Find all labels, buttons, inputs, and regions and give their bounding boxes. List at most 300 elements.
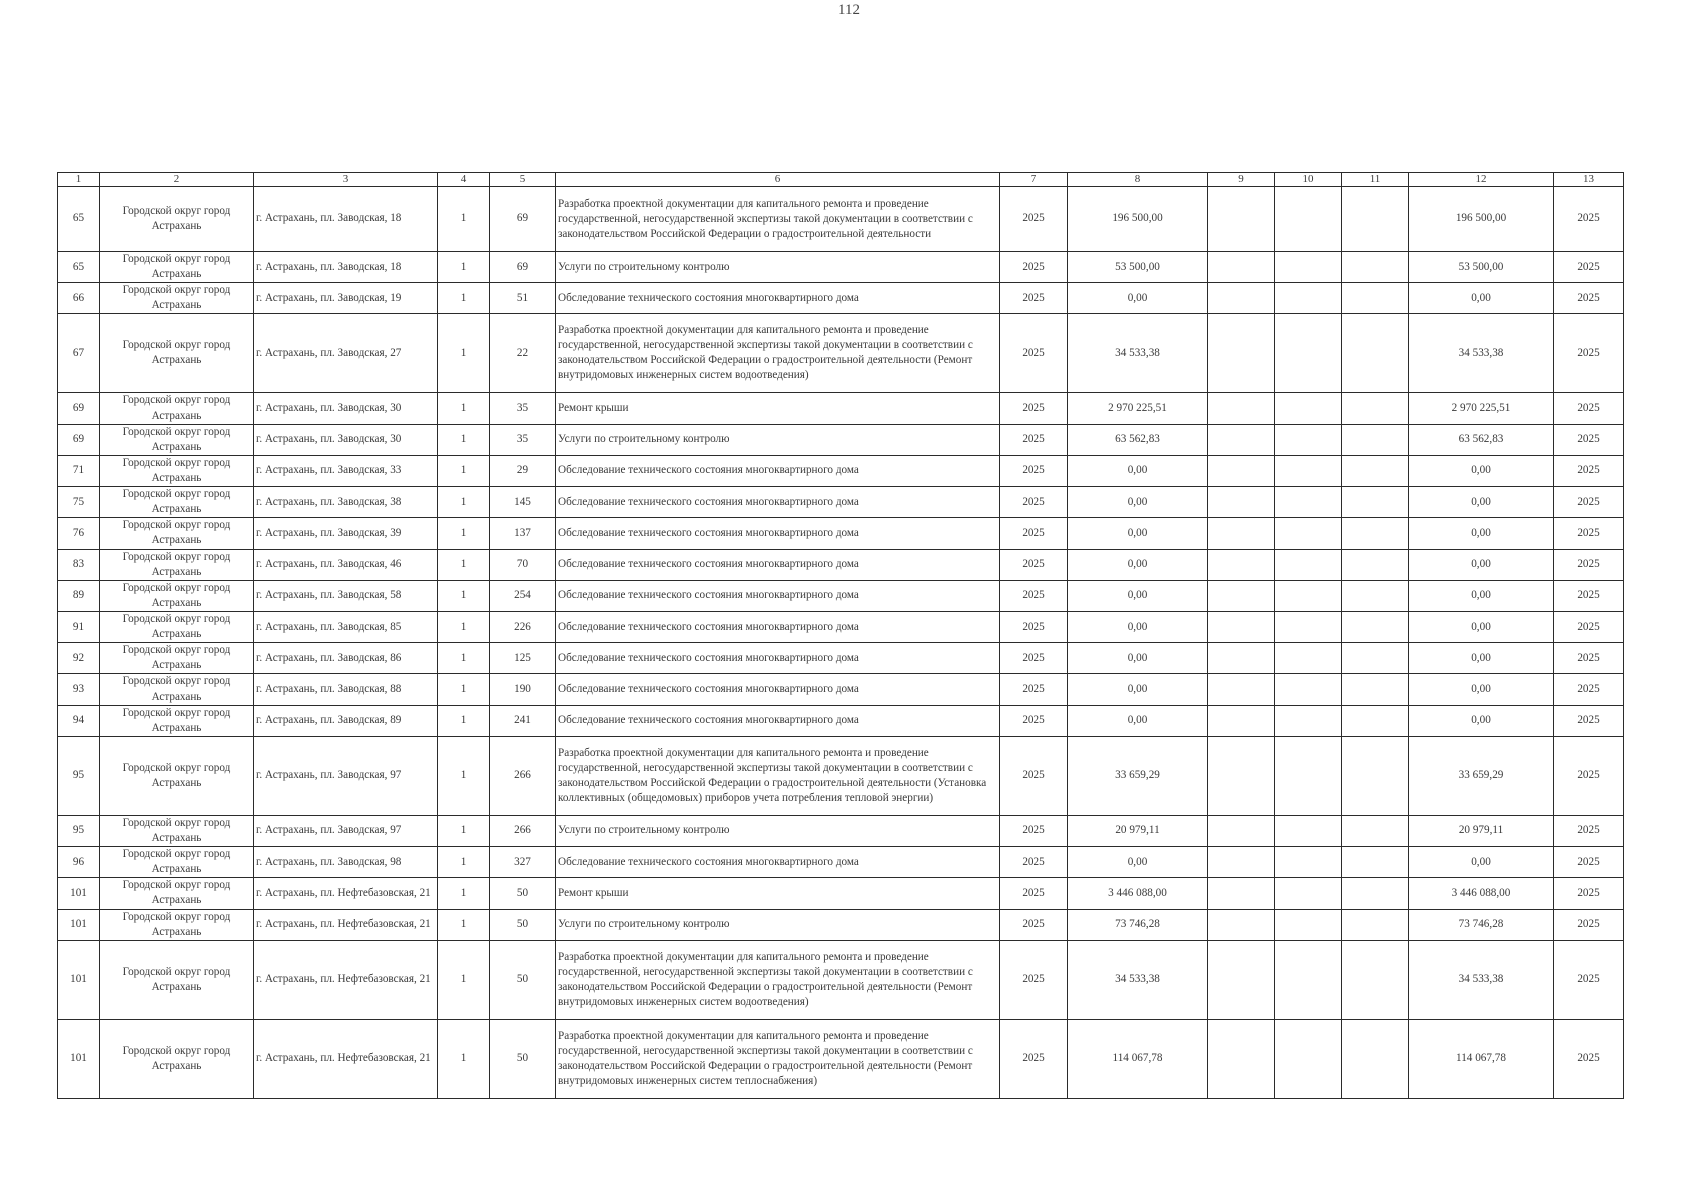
address: г. Астрахань, пл. Заводская, 19 xyxy=(254,283,438,314)
row-number: 92 xyxy=(58,643,100,674)
table-row xyxy=(58,580,1624,611)
cost-value: 2 970 225,51 xyxy=(1409,393,1554,424)
col-5-value: 70 xyxy=(490,549,556,580)
work-type: Обследование технического состояния многоквартирного дома xyxy=(556,674,1000,705)
col-5-value: 125 xyxy=(490,643,556,674)
completion-year: 2025 xyxy=(1554,611,1624,642)
col-11-value xyxy=(1342,518,1409,549)
year: 2025 xyxy=(1000,393,1068,424)
column-number-10: 10 xyxy=(1275,173,1342,187)
col-9-value xyxy=(1208,611,1275,642)
col-10-value xyxy=(1275,424,1342,455)
col-10-value xyxy=(1275,878,1342,909)
col-9-value xyxy=(1208,736,1275,815)
address: г. Астрахань, пл. Заводская, 86 xyxy=(254,643,438,674)
work-type: Обследование технического состояния многоквартирного дома xyxy=(556,643,1000,674)
row-number: 91 xyxy=(58,611,100,642)
col-11-value xyxy=(1342,252,1409,283)
col-9-value xyxy=(1208,549,1275,580)
col-10-value xyxy=(1275,187,1342,252)
completion-year: 2025 xyxy=(1554,705,1624,736)
municipality: Городской округ город Астрахань xyxy=(100,424,254,455)
municipality: Городской округ город Астрахань xyxy=(100,455,254,486)
municipality: Городской округ город Астрахань xyxy=(100,518,254,549)
col-11-value xyxy=(1342,549,1409,580)
row-number: 76 xyxy=(58,518,100,549)
year: 2025 xyxy=(1000,878,1068,909)
column-number-2: 2 xyxy=(100,173,254,187)
cost-value: 0,00 xyxy=(1409,580,1554,611)
cost-value: 34 533,38 xyxy=(1409,940,1554,1019)
row-number: 101 xyxy=(58,878,100,909)
row-number: 89 xyxy=(58,580,100,611)
col-9-value xyxy=(1208,518,1275,549)
completion-year: 2025 xyxy=(1554,393,1624,424)
completion-year: 2025 xyxy=(1554,252,1624,283)
address: г. Астрахань, пл. Заводская, 39 xyxy=(254,518,438,549)
total-cost: 20 979,11 xyxy=(1068,815,1208,846)
col-11-value xyxy=(1342,674,1409,705)
address: г. Астрахань, пл. Заводская, 97 xyxy=(254,815,438,846)
table-row xyxy=(58,455,1624,486)
col-5-value: 69 xyxy=(490,252,556,283)
row-number: 101 xyxy=(58,1019,100,1098)
table-row xyxy=(58,518,1624,549)
row-number: 69 xyxy=(58,393,100,424)
completion-year: 2025 xyxy=(1554,549,1624,580)
col-5-value: 266 xyxy=(490,736,556,815)
completion-year: 2025 xyxy=(1554,455,1624,486)
col-10-value xyxy=(1275,455,1342,486)
col-11-value xyxy=(1342,487,1409,518)
col-5-value: 254 xyxy=(490,580,556,611)
completion-year: 2025 xyxy=(1554,487,1624,518)
work-type: Разработка проектной документации для капитального ремонта и проведение государственной, негосударственной экспертизы такой документации в соответствии с законодательством Российской Федерации о градостроительной деятельности (Ремонт внутридомовых инженерных систем водоотведения) xyxy=(556,314,1000,393)
municipality: Городской округ город Астрахань xyxy=(100,643,254,674)
col-11-value xyxy=(1342,1019,1409,1098)
cost-value: 0,00 xyxy=(1409,518,1554,549)
address: г. Астрахань, пл. Заводская, 58 xyxy=(254,580,438,611)
table-row xyxy=(58,815,1624,846)
year: 2025 xyxy=(1000,518,1068,549)
address: г. Астрахань, пл. Нефтебазовская, 21 xyxy=(254,909,438,940)
col-9-value xyxy=(1208,187,1275,252)
year: 2025 xyxy=(1000,909,1068,940)
col-9-value xyxy=(1208,314,1275,393)
table-row xyxy=(58,393,1624,424)
col-5-value: 50 xyxy=(490,909,556,940)
municipality: Городской округ город Астрахань xyxy=(100,940,254,1019)
column-number-12: 12 xyxy=(1409,173,1554,187)
col-11-value xyxy=(1342,580,1409,611)
col-4-value: 1 xyxy=(438,736,490,815)
work-type: Разработка проектной документации для капитального ремонта и проведение государственной, негосударственной экспертизы такой документации в соответствии с законодательством Российской Федерации о градостроительной деятельности (Ремонт внутридомовых инженерных систем теплоснабжения) xyxy=(556,1019,1000,1098)
row-number: 65 xyxy=(58,187,100,252)
col-4-value: 1 xyxy=(438,487,490,518)
column-number-1: 1 xyxy=(58,173,100,187)
col-11-value xyxy=(1342,847,1409,878)
work-type: Услуги по строительному контролю xyxy=(556,424,1000,455)
total-cost: 0,00 xyxy=(1068,847,1208,878)
municipality: Городской округ город Астрахань xyxy=(100,314,254,393)
completion-year: 2025 xyxy=(1554,518,1624,549)
work-type: Разработка проектной документации для капитального ремонта и проведение государственной, негосударственной экспертизы такой документации в соответствии с законодательством Российской Федерации о градостроительной деятельности (Ремонт внутридомовых инженерных систем водоотведения) xyxy=(556,940,1000,1019)
year: 2025 xyxy=(1000,314,1068,393)
col-4-value: 1 xyxy=(438,847,490,878)
col-10-value xyxy=(1275,909,1342,940)
column-number-row xyxy=(58,173,1624,187)
col-10-value xyxy=(1275,314,1342,393)
municipality: Городской округ город Астрахань xyxy=(100,252,254,283)
col-11-value xyxy=(1342,878,1409,909)
row-number: 101 xyxy=(58,940,100,1019)
col-11-value xyxy=(1342,705,1409,736)
work-type: Услуги по строительному контролю xyxy=(556,909,1000,940)
municipality: Городской округ город Астрахань xyxy=(100,674,254,705)
total-cost: 34 533,38 xyxy=(1068,940,1208,1019)
completion-year: 2025 xyxy=(1554,847,1624,878)
cost-value: 114 067,78 xyxy=(1409,1019,1554,1098)
work-type: Обследование технического состояния многоквартирного дома xyxy=(556,487,1000,518)
municipality: Городской округ город Астрахань xyxy=(100,1019,254,1098)
municipality: Городской округ город Астрахань xyxy=(100,487,254,518)
row-number: 94 xyxy=(58,705,100,736)
cost-value: 33 659,29 xyxy=(1409,736,1554,815)
address: г. Астрахань, пл. Заводская, 27 xyxy=(254,314,438,393)
address: г. Астрахань, пл. Заводская, 18 xyxy=(254,252,438,283)
work-type: Ремонт крыши xyxy=(556,878,1000,909)
row-number: 69 xyxy=(58,424,100,455)
col-10-value xyxy=(1275,847,1342,878)
col-4-value: 1 xyxy=(438,549,490,580)
row-number: 67 xyxy=(58,314,100,393)
col-4-value: 1 xyxy=(438,611,490,642)
total-cost: 73 746,28 xyxy=(1068,909,1208,940)
col-10-value xyxy=(1275,549,1342,580)
col-5-value: 50 xyxy=(490,878,556,909)
col-4-value: 1 xyxy=(438,455,490,486)
address: г. Астрахань, пл. Нефтебазовская, 21 xyxy=(254,1019,438,1098)
col-9-value xyxy=(1208,1019,1275,1098)
year: 2025 xyxy=(1000,847,1068,878)
col-4-value: 1 xyxy=(438,705,490,736)
col-4-value: 1 xyxy=(438,580,490,611)
col-5-value: 35 xyxy=(490,393,556,424)
table-row xyxy=(58,252,1624,283)
municipality: Городской округ город Астрахань xyxy=(100,847,254,878)
year: 2025 xyxy=(1000,736,1068,815)
row-number: 93 xyxy=(58,674,100,705)
row-number: 96 xyxy=(58,847,100,878)
table-row xyxy=(58,487,1624,518)
total-cost: 114 067,78 xyxy=(1068,1019,1208,1098)
total-cost: 33 659,29 xyxy=(1068,736,1208,815)
work-type: Разработка проектной документации для капитального ремонта и проведение государственной, негосударственной экспертизы такой документации в соответствии с законодательством Российской Федерации о градостроительной деятельности (Установка коллективных (общедомовых) приборов учета потребления тепловой энергии) xyxy=(556,736,1000,815)
address: г. Астрахань, пл. Заводская, 18 xyxy=(254,187,438,252)
completion-year: 2025 xyxy=(1554,643,1624,674)
year: 2025 xyxy=(1000,252,1068,283)
total-cost: 53 500,00 xyxy=(1068,252,1208,283)
row-number: 95 xyxy=(58,815,100,846)
work-type: Разработка проектной документации для капитального ремонта и проведение государственной, негосударственной экспертизы такой документации в соответствии с законодательством Российской Федерации о градостроительной деятельности xyxy=(556,187,1000,252)
total-cost: 0,00 xyxy=(1068,549,1208,580)
cost-value: 0,00 xyxy=(1409,847,1554,878)
column-number-7: 7 xyxy=(1000,173,1068,187)
address: г. Астрахань, пл. Заводская, 89 xyxy=(254,705,438,736)
address: г. Астрахань, пл. Заводская, 30 xyxy=(254,393,438,424)
col-11-value xyxy=(1342,314,1409,393)
col-11-value xyxy=(1342,187,1409,252)
col-5-value: 327 xyxy=(490,847,556,878)
col-5-value: 241 xyxy=(490,705,556,736)
table-row xyxy=(58,705,1624,736)
col-5-value: 22 xyxy=(490,314,556,393)
column-number-13: 13 xyxy=(1554,173,1624,187)
total-cost: 34 533,38 xyxy=(1068,314,1208,393)
year: 2025 xyxy=(1000,283,1068,314)
cost-value: 20 979,11 xyxy=(1409,815,1554,846)
work-type: Обследование технического состояния многоквартирного дома xyxy=(556,455,1000,486)
cost-value: 0,00 xyxy=(1409,487,1554,518)
work-type: Услуги по строительному контролю xyxy=(556,815,1000,846)
municipality: Городской округ город Астрахань xyxy=(100,705,254,736)
col-4-value: 1 xyxy=(438,252,490,283)
municipality: Городской округ город Астрахань xyxy=(100,549,254,580)
total-cost: 0,00 xyxy=(1068,643,1208,674)
municipality: Городской округ город Астрахань xyxy=(100,580,254,611)
col-10-value xyxy=(1275,580,1342,611)
municipality: Городской округ город Астрахань xyxy=(100,815,254,846)
col-4-value: 1 xyxy=(438,424,490,455)
work-type: Обследование технического состояния многоквартирного дома xyxy=(556,611,1000,642)
year: 2025 xyxy=(1000,705,1068,736)
total-cost: 0,00 xyxy=(1068,611,1208,642)
table-row xyxy=(58,314,1624,393)
col-11-value xyxy=(1342,424,1409,455)
col-4-value: 1 xyxy=(438,815,490,846)
work-type: Обследование технического состояния многоквартирного дома xyxy=(556,705,1000,736)
address: г. Астрахань, пл. Нефтебазовская, 21 xyxy=(254,878,438,909)
col-4-value: 1 xyxy=(438,314,490,393)
work-type: Обследование технического состояния многоквартирного дома xyxy=(556,549,1000,580)
completion-year: 2025 xyxy=(1554,283,1624,314)
cost-value: 3 446 088,00 xyxy=(1409,878,1554,909)
municipality: Городской округ город Астрахань xyxy=(100,393,254,424)
col-9-value xyxy=(1208,424,1275,455)
col-11-value xyxy=(1342,940,1409,1019)
table-row xyxy=(58,736,1624,815)
table-row xyxy=(58,424,1624,455)
cost-value: 63 562,83 xyxy=(1409,424,1554,455)
col-11-value xyxy=(1342,643,1409,674)
row-number: 65 xyxy=(58,252,100,283)
col-5-value: 50 xyxy=(490,940,556,1019)
col-10-value xyxy=(1275,705,1342,736)
col-10-value xyxy=(1275,393,1342,424)
table-row xyxy=(58,187,1624,252)
col-4-value: 1 xyxy=(438,878,490,909)
col-5-value: 266 xyxy=(490,815,556,846)
col-11-value xyxy=(1342,815,1409,846)
col-9-value xyxy=(1208,643,1275,674)
row-number: 83 xyxy=(58,549,100,580)
municipality: Городской округ город Астрахань xyxy=(100,283,254,314)
total-cost: 3 446 088,00 xyxy=(1068,878,1208,909)
address: г. Астрахань, пл. Заводская, 30 xyxy=(254,424,438,455)
column-number-3: 3 xyxy=(254,173,438,187)
address: г. Астрахань, пл. Заводская, 46 xyxy=(254,549,438,580)
col-4-value: 1 xyxy=(438,643,490,674)
col-9-value xyxy=(1208,847,1275,878)
work-type: Обследование технического состояния многоквартирного дома xyxy=(556,283,1000,314)
address: г. Астрахань, пл. Заводская, 97 xyxy=(254,736,438,815)
column-number-9: 9 xyxy=(1208,173,1275,187)
col-5-value: 190 xyxy=(490,674,556,705)
completion-year: 2025 xyxy=(1554,1019,1624,1098)
col-11-value xyxy=(1342,611,1409,642)
year: 2025 xyxy=(1000,611,1068,642)
year: 2025 xyxy=(1000,674,1068,705)
municipality: Городской округ город Астрахань xyxy=(100,611,254,642)
year: 2025 xyxy=(1000,455,1068,486)
year: 2025 xyxy=(1000,549,1068,580)
completion-year: 2025 xyxy=(1554,909,1624,940)
col-10-value xyxy=(1275,736,1342,815)
col-10-value xyxy=(1275,1019,1342,1098)
col-10-value xyxy=(1275,611,1342,642)
total-cost: 0,00 xyxy=(1068,705,1208,736)
col-4-value: 1 xyxy=(438,909,490,940)
table-row xyxy=(58,878,1624,909)
row-number: 101 xyxy=(58,909,100,940)
col-4-value: 1 xyxy=(438,393,490,424)
table-row xyxy=(58,283,1624,314)
cost-value: 0,00 xyxy=(1409,705,1554,736)
total-cost: 0,00 xyxy=(1068,674,1208,705)
col-11-value xyxy=(1342,455,1409,486)
cost-value: 0,00 xyxy=(1409,549,1554,580)
row-number: 95 xyxy=(58,736,100,815)
col-9-value xyxy=(1208,487,1275,518)
year: 2025 xyxy=(1000,487,1068,518)
address: г. Астрахань, пл. Заводская, 33 xyxy=(254,455,438,486)
completion-year: 2025 xyxy=(1554,878,1624,909)
capital-repair-table xyxy=(57,172,1624,1099)
col-11-value xyxy=(1342,283,1409,314)
col-5-value: 226 xyxy=(490,611,556,642)
col-9-value xyxy=(1208,455,1275,486)
year: 2025 xyxy=(1000,815,1068,846)
year: 2025 xyxy=(1000,643,1068,674)
completion-year: 2025 xyxy=(1554,736,1624,815)
table-row xyxy=(58,611,1624,642)
col-5-value: 29 xyxy=(490,455,556,486)
cost-value: 0,00 xyxy=(1409,674,1554,705)
col-4-value: 1 xyxy=(438,518,490,549)
completion-year: 2025 xyxy=(1554,580,1624,611)
col-5-value: 145 xyxy=(490,487,556,518)
completion-year: 2025 xyxy=(1554,815,1624,846)
col-9-value xyxy=(1208,252,1275,283)
total-cost: 196 500,00 xyxy=(1068,187,1208,252)
address: г. Астрахань, пл. Заводская, 88 xyxy=(254,674,438,705)
year: 2025 xyxy=(1000,187,1068,252)
total-cost: 0,00 xyxy=(1068,283,1208,314)
column-number-5: 5 xyxy=(490,173,556,187)
col-10-value xyxy=(1275,283,1342,314)
col-4-value: 1 xyxy=(438,187,490,252)
col-9-value xyxy=(1208,674,1275,705)
total-cost: 0,00 xyxy=(1068,487,1208,518)
col-4-value: 1 xyxy=(438,940,490,1019)
completion-year: 2025 xyxy=(1554,940,1624,1019)
col-11-value xyxy=(1342,736,1409,815)
year: 2025 xyxy=(1000,940,1068,1019)
table-row xyxy=(58,847,1624,878)
cost-value: 0,00 xyxy=(1409,455,1554,486)
column-number-11: 11 xyxy=(1342,173,1409,187)
municipality: Городской округ город Астрахань xyxy=(100,878,254,909)
work-type: Обследование технического состояния многоквартирного дома xyxy=(556,518,1000,549)
col-9-value xyxy=(1208,815,1275,846)
work-type: Ремонт крыши xyxy=(556,393,1000,424)
address: г. Астрахань, пл. Заводская, 38 xyxy=(254,487,438,518)
completion-year: 2025 xyxy=(1554,674,1624,705)
col-4-value: 1 xyxy=(438,674,490,705)
year: 2025 xyxy=(1000,580,1068,611)
table-row xyxy=(58,1019,1624,1098)
row-number: 66 xyxy=(58,283,100,314)
col-5-value: 50 xyxy=(490,1019,556,1098)
cost-value: 196 500,00 xyxy=(1409,187,1554,252)
cost-value: 73 746,28 xyxy=(1409,909,1554,940)
col-5-value: 35 xyxy=(490,424,556,455)
address: г. Астрахань, пл. Заводская, 85 xyxy=(254,611,438,642)
total-cost: 2 970 225,51 xyxy=(1068,393,1208,424)
completion-year: 2025 xyxy=(1554,314,1624,393)
total-cost: 0,00 xyxy=(1068,455,1208,486)
col-5-value: 69 xyxy=(490,187,556,252)
row-number: 75 xyxy=(58,487,100,518)
cost-value: 34 533,38 xyxy=(1409,314,1554,393)
year: 2025 xyxy=(1000,1019,1068,1098)
work-type: Услуги по строительному контролю xyxy=(556,252,1000,283)
table-row xyxy=(58,909,1624,940)
table-row xyxy=(58,674,1624,705)
total-cost: 0,00 xyxy=(1068,580,1208,611)
col-9-value xyxy=(1208,393,1275,424)
address: г. Астрахань, пл. Заводская, 98 xyxy=(254,847,438,878)
total-cost: 63 562,83 xyxy=(1068,424,1208,455)
column-number-4: 4 xyxy=(438,173,490,187)
work-type: Обследование технического состояния многоквартирного дома xyxy=(556,580,1000,611)
total-cost: 0,00 xyxy=(1068,518,1208,549)
col-10-value xyxy=(1275,674,1342,705)
col-9-value xyxy=(1208,580,1275,611)
completion-year: 2025 xyxy=(1554,187,1624,252)
municipality: Городской округ город Астрахань xyxy=(100,187,254,252)
municipality: Городской округ город Астрахань xyxy=(100,736,254,815)
col-11-value xyxy=(1342,909,1409,940)
col-10-value xyxy=(1275,487,1342,518)
table-row xyxy=(58,549,1624,580)
cost-value: 0,00 xyxy=(1409,283,1554,314)
municipality: Городской округ город Астрахань xyxy=(100,909,254,940)
col-10-value xyxy=(1275,940,1342,1019)
col-4-value: 1 xyxy=(438,1019,490,1098)
completion-year: 2025 xyxy=(1554,424,1624,455)
col-11-value xyxy=(1342,393,1409,424)
